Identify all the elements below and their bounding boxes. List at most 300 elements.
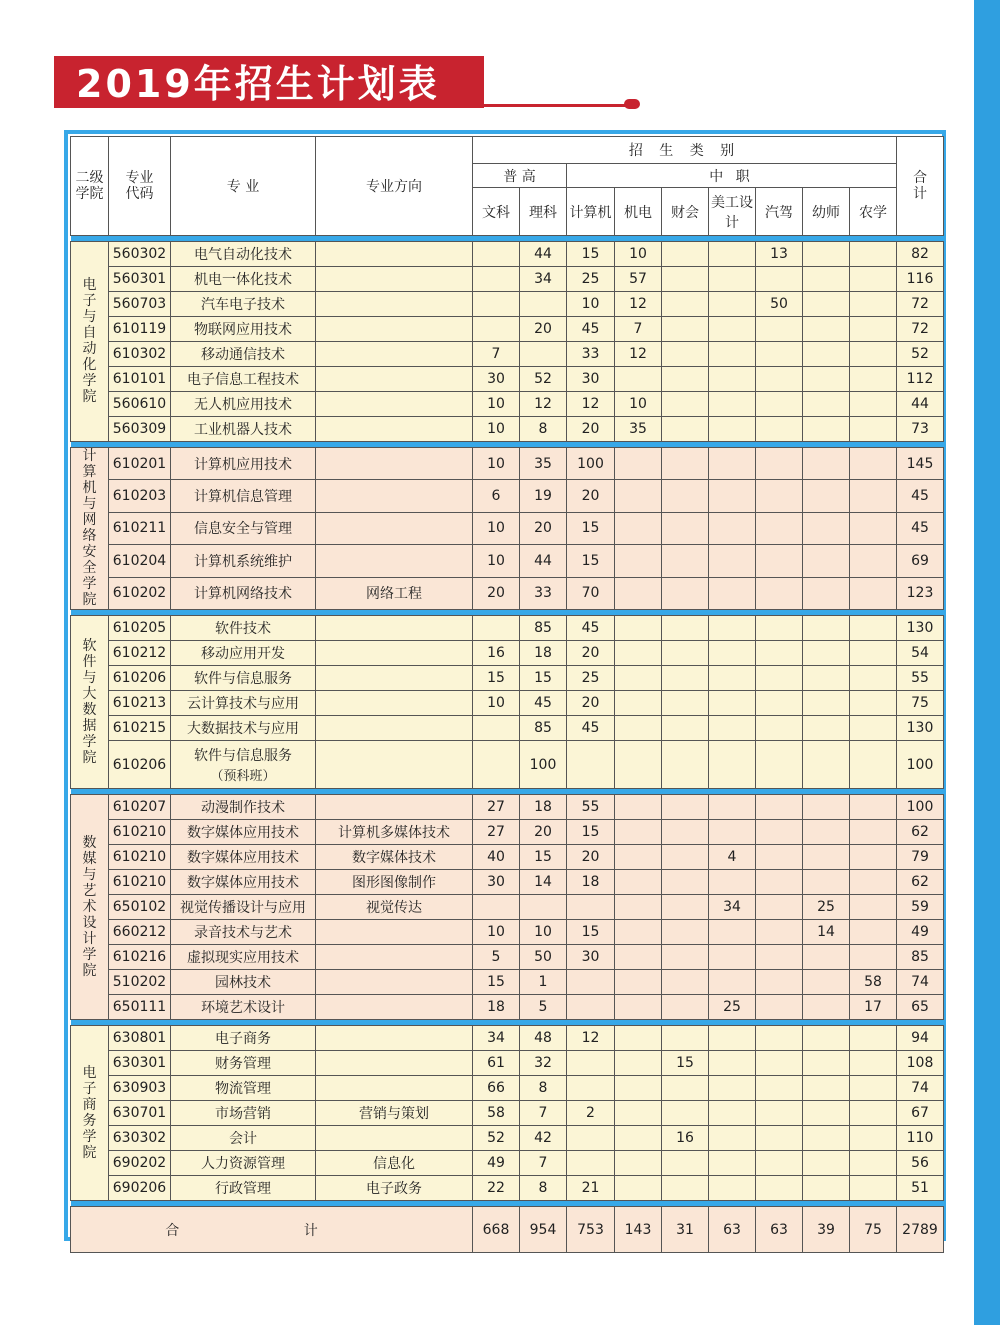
quota-cell: 12 — [567, 392, 615, 417]
quota-cell — [756, 895, 803, 920]
table-row — [71, 945, 944, 970]
quota-cell: 16 — [662, 1126, 709, 1151]
major-name-text: 汽车电子技术 — [201, 297, 285, 313]
quota-cell — [803, 945, 850, 970]
quota-cell: 15 — [473, 970, 520, 995]
quota-cell — [756, 1026, 803, 1051]
quota-cell — [662, 716, 709, 741]
table-row — [71, 317, 944, 342]
major-name — [171, 1126, 316, 1151]
row-total: 51 — [897, 1176, 944, 1201]
quota-cell — [615, 480, 662, 512]
major-code: 690202 — [109, 1151, 171, 1176]
major-name-text: 移动通信技术 — [201, 347, 285, 363]
row-total: 56 — [897, 1151, 944, 1176]
major-code: 660212 — [109, 920, 171, 945]
quota-cell — [850, 242, 897, 267]
row-total: 145 — [897, 448, 944, 480]
quota-cell: 25 — [709, 995, 756, 1020]
quota-cell — [662, 641, 709, 666]
major-name-text: 软件技术 — [215, 621, 271, 637]
quota-cell — [567, 1151, 615, 1176]
table-row — [71, 342, 944, 367]
quota-cell — [709, 367, 756, 392]
quota-cell — [709, 577, 756, 609]
quota-cell — [662, 666, 709, 691]
quota-cell — [709, 448, 756, 480]
quota-cell — [709, 1126, 756, 1151]
quota-cell — [615, 1126, 662, 1151]
row-total: 72 — [897, 317, 944, 342]
header-sub-7: 幼师 — [803, 188, 850, 236]
quota-cell — [850, 292, 897, 317]
quota-cell: 15 — [473, 666, 520, 691]
quota-cell — [662, 741, 709, 789]
major-name — [171, 367, 316, 392]
quota-cell — [850, 512, 897, 544]
major-name-text: 会计 — [229, 1131, 257, 1147]
quota-cell — [709, 317, 756, 342]
quota-cell — [662, 795, 709, 820]
major-code: 610211 — [109, 512, 171, 544]
quota-cell: 58 — [850, 970, 897, 995]
row-total: 45 — [897, 480, 944, 512]
major-direction — [316, 795, 473, 820]
table-row — [71, 292, 944, 317]
quota-cell: 30 — [473, 870, 520, 895]
major-direction — [316, 392, 473, 417]
major-direction — [316, 367, 473, 392]
quota-cell — [756, 448, 803, 480]
quota-cell — [662, 1176, 709, 1201]
grand-total-cell: 31 — [662, 1207, 709, 1253]
major-direction — [316, 317, 473, 342]
row-total: 116 — [897, 267, 944, 292]
quota-cell — [756, 945, 803, 970]
header-sub-1: 理科 — [520, 188, 567, 236]
major-name-text: 行政管理 — [215, 1181, 271, 1197]
quota-cell — [473, 267, 520, 292]
major-code: 610215 — [109, 716, 171, 741]
quota-cell: 5 — [473, 945, 520, 970]
major-name — [171, 545, 316, 577]
quota-cell — [756, 666, 803, 691]
table-row — [71, 1076, 944, 1101]
quota-cell: 15 — [567, 512, 615, 544]
quota-cell — [850, 870, 897, 895]
quota-cell — [615, 920, 662, 945]
quota-cell — [850, 641, 897, 666]
quota-cell: 35 — [615, 417, 662, 442]
quota-cell — [756, 795, 803, 820]
quota-cell — [709, 342, 756, 367]
page-title: 2019年招生计划表 — [76, 62, 440, 106]
quota-cell — [850, 1101, 897, 1126]
quota-cell: 58 — [473, 1101, 520, 1126]
quota-cell: 27 — [473, 795, 520, 820]
quota-cell — [756, 1151, 803, 1176]
quota-cell — [803, 292, 850, 317]
quota-cell: 34 — [520, 267, 567, 292]
quota-cell: 10 — [473, 392, 520, 417]
major-name — [171, 845, 316, 870]
quota-cell — [473, 895, 520, 920]
quota-cell: 12 — [567, 1026, 615, 1051]
quota-cell — [662, 242, 709, 267]
quota-cell: 30 — [567, 367, 615, 392]
quota-cell: 20 — [520, 317, 567, 342]
major-name — [171, 895, 316, 920]
header-sub-0: 文科 — [473, 188, 520, 236]
quota-cell — [850, 1151, 897, 1176]
row-total: 74 — [897, 970, 944, 995]
major-code: 610210 — [109, 845, 171, 870]
quota-cell — [662, 267, 709, 292]
major-name — [171, 292, 316, 317]
quota-cell: 34 — [709, 895, 756, 920]
major-direction — [316, 716, 473, 741]
header-code: 专业代码 — [109, 137, 171, 236]
quota-cell — [803, 870, 850, 895]
quota-cell: 12 — [615, 342, 662, 367]
quota-cell — [850, 666, 897, 691]
table-row — [71, 267, 944, 292]
major-code: 630301 — [109, 1051, 171, 1076]
quota-cell: 20 — [567, 480, 615, 512]
row-total: 100 — [897, 741, 944, 789]
table-row — [71, 417, 944, 442]
table-row — [71, 616, 944, 641]
quota-cell — [567, 741, 615, 789]
quota-cell — [756, 1051, 803, 1076]
quota-cell — [662, 616, 709, 641]
row-total: 73 — [897, 417, 944, 442]
major-name-text: 录音技术与艺术 — [194, 925, 292, 941]
quota-cell — [473, 317, 520, 342]
major-code: 510202 — [109, 970, 171, 995]
quota-cell — [709, 292, 756, 317]
quota-cell — [803, 820, 850, 845]
quota-cell — [473, 292, 520, 317]
table-row — [71, 1126, 944, 1151]
quota-cell — [709, 820, 756, 845]
major-name-text: 人力资源管理 — [201, 1156, 285, 1172]
quota-cell — [662, 367, 709, 392]
quota-cell — [709, 267, 756, 292]
college-name: 数媒与艺术设计学院 — [71, 795, 109, 1020]
major-name — [171, 317, 316, 342]
quota-cell: 57 — [615, 267, 662, 292]
major-direction — [316, 1051, 473, 1076]
quota-cell — [709, 1076, 756, 1101]
table-row — [71, 242, 944, 267]
table-row — [71, 741, 944, 789]
quota-cell — [756, 317, 803, 342]
quota-cell: 44 — [520, 545, 567, 577]
college-name: 软件与大数据学院 — [71, 616, 109, 789]
quota-cell: 21 — [567, 1176, 615, 1201]
quota-cell — [615, 577, 662, 609]
row-total: 82 — [897, 242, 944, 267]
row-total: 72 — [897, 292, 944, 317]
row-total: 62 — [897, 870, 944, 895]
quota-cell — [850, 417, 897, 442]
quota-cell — [615, 845, 662, 870]
quota-cell — [850, 480, 897, 512]
major-direction — [316, 920, 473, 945]
quota-cell — [662, 920, 709, 945]
major-name — [171, 1176, 316, 1201]
major-direction — [316, 292, 473, 317]
quota-cell — [756, 845, 803, 870]
quota-cell — [803, 995, 850, 1020]
quota-cell — [615, 820, 662, 845]
table-row — [71, 716, 944, 741]
header-sub-8: 农学 — [850, 188, 897, 236]
quota-cell — [850, 845, 897, 870]
quota-cell: 30 — [473, 367, 520, 392]
major-name — [171, 448, 316, 480]
quota-cell — [662, 1026, 709, 1051]
quota-cell: 18 — [520, 795, 567, 820]
row-total: 45 — [897, 512, 944, 544]
major-code: 560610 — [109, 392, 171, 417]
row-total: 79 — [897, 845, 944, 870]
major-code: 610203 — [109, 480, 171, 512]
quota-cell — [615, 616, 662, 641]
major-name — [171, 242, 316, 267]
quota-cell — [615, 1076, 662, 1101]
quota-cell — [709, 1176, 756, 1201]
row-total: 108 — [897, 1051, 944, 1076]
quota-cell: 10 — [615, 242, 662, 267]
quota-cell — [567, 970, 615, 995]
quota-cell: 20 — [567, 845, 615, 870]
major-code: 630801 — [109, 1026, 171, 1051]
quota-cell: 15 — [567, 920, 615, 945]
quota-cell — [520, 895, 567, 920]
major-name-text: 软件与信息服务 — [194, 748, 292, 764]
major-name-text: 计算机应用技术 — [194, 456, 292, 473]
quota-cell — [803, 448, 850, 480]
major-direction — [316, 970, 473, 995]
quota-cell — [803, 577, 850, 609]
quota-cell — [850, 945, 897, 970]
quota-cell: 44 — [520, 242, 567, 267]
quota-cell — [803, 845, 850, 870]
major-name-text: 园林技术 — [215, 975, 271, 991]
quota-cell — [850, 920, 897, 945]
major-code: 610206 — [109, 741, 171, 789]
quota-cell — [662, 317, 709, 342]
quota-cell: 20 — [520, 820, 567, 845]
major-name — [171, 691, 316, 716]
major-code: 610302 — [109, 342, 171, 367]
quota-cell — [615, 691, 662, 716]
quota-cell: 55 — [567, 795, 615, 820]
major-name-text: 电气自动化技术 — [194, 247, 292, 263]
major-name — [171, 716, 316, 741]
quota-cell — [662, 1101, 709, 1126]
quota-cell: 12 — [520, 392, 567, 417]
quota-cell: 18 — [473, 995, 520, 1020]
major-code: 610101 — [109, 367, 171, 392]
quota-cell — [709, 945, 756, 970]
quota-cell — [850, 267, 897, 292]
quota-cell — [756, 512, 803, 544]
major-name — [171, 392, 316, 417]
quota-cell — [520, 342, 567, 367]
major-name-text: 数字媒体应用技术 — [187, 850, 299, 866]
quota-cell: 25 — [567, 666, 615, 691]
quota-cell — [567, 1076, 615, 1101]
quota-cell: 66 — [473, 1076, 520, 1101]
row-total: 130 — [897, 616, 944, 641]
quota-cell — [756, 1101, 803, 1126]
table-row — [71, 480, 944, 512]
quota-cell — [615, 448, 662, 480]
table-row — [71, 1176, 944, 1201]
quota-cell: 100 — [567, 448, 615, 480]
quota-cell: 22 — [473, 1176, 520, 1201]
table-row — [71, 895, 944, 920]
quota-cell — [756, 367, 803, 392]
quota-cell — [756, 545, 803, 577]
quota-cell — [756, 342, 803, 367]
header-total: 合计 — [897, 137, 944, 236]
quota-cell: 10 — [473, 512, 520, 544]
quota-cell — [850, 342, 897, 367]
major-name-text: 工业机器人技术 — [194, 422, 292, 438]
quota-cell — [803, 741, 850, 789]
major-name — [171, 870, 316, 895]
quota-cell — [662, 945, 709, 970]
quota-cell: 85 — [520, 716, 567, 741]
major-name-text: 无人机应用技术 — [194, 397, 292, 413]
major-code: 610202 — [109, 577, 171, 609]
grand-total-cell: 143 — [615, 1207, 662, 1253]
header-sub-2: 计算机 — [567, 188, 615, 236]
quota-cell — [662, 577, 709, 609]
major-name-text: 信息安全与管理 — [194, 521, 292, 538]
major-direction — [316, 1126, 473, 1151]
major-code: 610206 — [109, 666, 171, 691]
quota-cell — [756, 417, 803, 442]
quota-cell — [803, 616, 850, 641]
quota-cell — [473, 616, 520, 641]
quota-cell — [803, 317, 850, 342]
quota-cell — [709, 1026, 756, 1051]
quota-cell: 7 — [520, 1101, 567, 1126]
major-direction: 图形图像制作 — [316, 870, 473, 895]
quota-cell — [850, 1051, 897, 1076]
major-direction: 网络工程 — [316, 577, 473, 609]
quota-cell: 45 — [567, 616, 615, 641]
major-direction — [316, 267, 473, 292]
major-code: 560309 — [109, 417, 171, 442]
quota-cell — [803, 1051, 850, 1076]
table-row — [71, 367, 944, 392]
quota-cell — [850, 616, 897, 641]
row-total: 75 — [897, 691, 944, 716]
quota-cell: 25 — [567, 267, 615, 292]
row-total: 62 — [897, 820, 944, 845]
major-name-text: 动漫制作技术 — [201, 800, 285, 816]
grand-total-cell: 39 — [803, 1207, 850, 1253]
table-row — [71, 448, 944, 480]
quota-cell: 10 — [520, 920, 567, 945]
quota-cell — [709, 1101, 756, 1126]
table-row — [71, 1051, 944, 1076]
quota-cell: 20 — [520, 512, 567, 544]
row-total: 85 — [897, 945, 944, 970]
side-accent-bar — [974, 0, 1000, 1325]
major-code: 610119 — [109, 317, 171, 342]
major-name-text: 计算机系统维护 — [194, 553, 292, 570]
quota-cell — [567, 1126, 615, 1151]
major-code: 610212 — [109, 641, 171, 666]
quota-cell — [615, 895, 662, 920]
quota-cell — [615, 795, 662, 820]
major-direction: 营销与策划 — [316, 1101, 473, 1126]
table-row — [71, 577, 944, 609]
quota-cell — [756, 480, 803, 512]
quota-cell — [756, 577, 803, 609]
quota-cell — [850, 392, 897, 417]
quota-cell: 52 — [473, 1126, 520, 1151]
major-name — [171, 1076, 316, 1101]
college-name: 计算机与网络安全学院 — [71, 448, 109, 610]
major-direction — [316, 242, 473, 267]
major-name — [171, 616, 316, 641]
major-name — [171, 795, 316, 820]
grand-total-label: 合 计 — [71, 1207, 473, 1253]
major-direction — [316, 741, 473, 789]
major-direction — [316, 512, 473, 544]
quota-cell — [803, 1076, 850, 1101]
quota-cell — [662, 995, 709, 1020]
table-row — [71, 870, 944, 895]
quota-cell — [709, 795, 756, 820]
quota-cell — [756, 392, 803, 417]
quota-cell: 33 — [567, 342, 615, 367]
quota-cell — [803, 1101, 850, 1126]
major-name-text: 计算机信息管理 — [194, 489, 292, 506]
major-name-text: 电子商务 — [215, 1031, 271, 1047]
quota-cell — [662, 895, 709, 920]
quota-cell — [615, 367, 662, 392]
quota-cell — [662, 448, 709, 480]
quota-cell — [803, 691, 850, 716]
quota-cell — [709, 616, 756, 641]
major-direction — [316, 691, 473, 716]
major-name-text: 计算机网络技术 — [194, 586, 292, 603]
table-row — [71, 691, 944, 716]
header-category: 招 生 类 别 — [473, 137, 897, 164]
quota-cell — [615, 1026, 662, 1051]
quota-cell — [615, 945, 662, 970]
quota-cell — [662, 845, 709, 870]
row-total: 65 — [897, 995, 944, 1020]
major-name-text: 物流管理 — [215, 1081, 271, 1097]
quota-cell: 8 — [520, 1176, 567, 1201]
major-direction — [316, 1076, 473, 1101]
quota-cell — [662, 342, 709, 367]
major-code: 610207 — [109, 795, 171, 820]
quota-cell: 13 — [756, 242, 803, 267]
quota-cell: 30 — [567, 945, 615, 970]
quota-cell: 27 — [473, 820, 520, 845]
